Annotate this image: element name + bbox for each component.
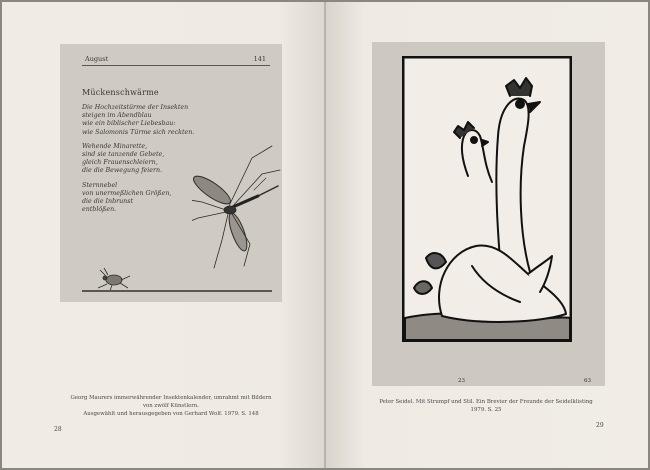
stanza: [82, 182, 202, 215]
poem-title: Mückenschwärme: [82, 88, 159, 97]
caption-line: von zwölf Künstlern.: [142, 403, 200, 409]
poem-line: Die Hochzeitstürme der Insekten: [82, 104, 189, 111]
page-number: 29: [596, 422, 604, 429]
poem-line: Sternnebel: [82, 181, 118, 189]
plate-number-right: 63: [584, 378, 591, 384]
stanza: [82, 143, 202, 176]
woodcut-plate: [372, 42, 605, 386]
plate-number-left: 23: [458, 378, 465, 384]
poem-line: entblößen.: [82, 206, 117, 214]
rooster-woodcut: [402, 56, 572, 342]
poem-line: gleich Frauenschleiern,: [82, 159, 158, 167]
right-caption: [362, 398, 610, 414]
page-number: 28: [54, 426, 62, 433]
left-page: [2, 2, 326, 468]
ground-line: [82, 290, 272, 292]
calendar-month: August: [85, 55, 109, 63]
poem-line: die die Bewegung feiern.: [82, 167, 163, 175]
caption-line: Georg Maurers immerwährender Insektenkalender, umrahmt mit Bildern: [70, 395, 272, 401]
poem-line: die die Inbrunst: [82, 198, 134, 206]
poem-line: wie ein biblischer Liebesbau:: [82, 120, 176, 128]
book-spread: [2, 2, 648, 468]
poem: [82, 88, 202, 220]
poem-line: wie Salomonis Türme sich reckten.: [82, 128, 195, 136]
caption-line: 1979. S. 25: [470, 407, 502, 413]
stanza: [82, 104, 202, 137]
left-caption: [32, 394, 310, 418]
caption-line: Ausgewählt und herausgegeben von Gerhard Wolf. 1979. S. 148: [83, 411, 259, 417]
header-rule: [82, 65, 270, 66]
caption-line: Peter Seidel. Mit Strumpf und Stil. Ein Brevier der Freunde der Seidelklisting: [379, 399, 593, 405]
calendar-plate: [60, 44, 282, 302]
poem-line: Wehende Minarette,: [82, 142, 148, 150]
poem-line: von unermeßlichen Größen,: [82, 189, 172, 197]
poem-line: sind sie tanzende Gebete,: [82, 151, 165, 159]
calendar-header: [60, 44, 282, 66]
calendar-day-number: 141: [253, 55, 266, 63]
small-insect-illustration: [94, 266, 134, 292]
mosquito-illustration: [192, 140, 282, 270]
right-page: [326, 2, 648, 468]
poem-line: steigen im Abendblau: [82, 112, 152, 120]
